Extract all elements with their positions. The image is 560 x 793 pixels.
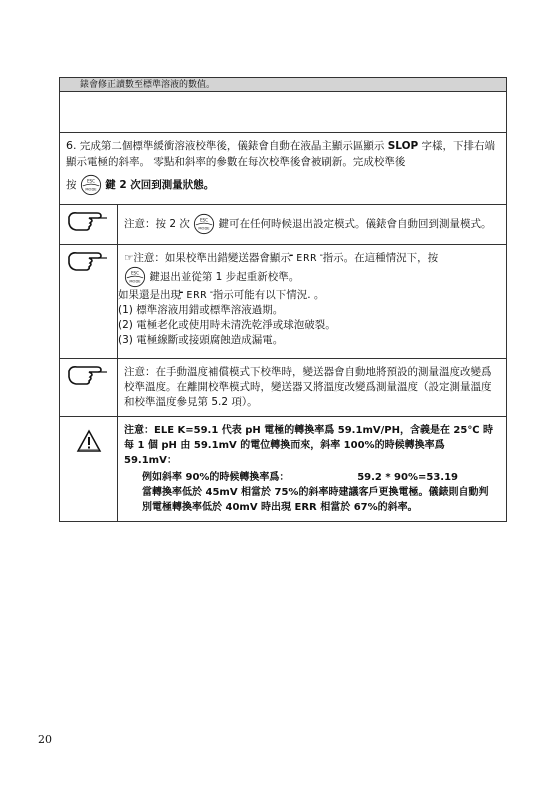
pointing-hand-icon [67, 209, 111, 231]
note-3-row [60, 359, 506, 417]
svg-text:MODE: MODE [198, 226, 210, 231]
step-6-row [60, 133, 506, 205]
note-4-example [124, 470, 498, 485]
err-indicator: - ERR - [294, 251, 319, 266]
step-6-press-line [66, 174, 498, 196]
note-2-line-3-b: 指示可能有以下情況. 。 [212, 289, 325, 301]
note-2-line-1-a: ☞注意：如果校準出錯變送器會顯示 [124, 252, 291, 264]
example-label: 例如斜率 90%的時候轉換率爲： [142, 472, 290, 483]
note-1-prefix: 注意：按 2 次 [124, 218, 190, 230]
pointing-hand-icon [67, 363, 111, 385]
note-2-row [60, 245, 506, 359]
svg-text:ESC: ESC [86, 178, 95, 184]
pointing-hand-icon [67, 249, 111, 271]
note-2-line-3 [118, 288, 498, 303]
step-6-text-2: 字樣，下排右端顯示電極的斜率。 零點和斜率的參數在每次校準後會被刷新。完成校準後 [66, 140, 496, 168]
note-1-icon-cell [60, 205, 118, 244]
slop-label: SLOP [387, 140, 419, 152]
note-4-text-cell [118, 417, 506, 521]
step-6-text: 完成第二個標準緩衝溶液校準後，儀錶會自動在液晶主顯示區顯示 [79, 140, 388, 152]
note-3-text-cell: 注意：在手動溫度補償模式下校準時，變送器會自動地將預設的測量溫度改變爲校準溫度。在離開校準模式時，變送器又將溫度改變爲測量溫度（設定測量溫度和校準溫度參見第 5.2 項）。 [124, 366, 492, 408]
esc-mode-key-icon [80, 174, 102, 196]
svg-text:MODE: MODE [85, 187, 97, 192]
page-number: 20 [38, 733, 52, 746]
esc-mode-key-icon [124, 266, 146, 288]
note-2-item-2: (2) 電極老化或使用時未清洗乾淨或球泡破裂。 [118, 319, 336, 331]
svg-text:MODE: MODE [129, 279, 141, 284]
warning-triangle-icon [76, 429, 102, 453]
press-label: 按 [66, 179, 77, 191]
note-2-line-2-text: 鍵退出並從第 1 步起重新校準。 [149, 271, 300, 283]
err-indicator: - ERR - [184, 288, 209, 303]
note-1-row [60, 205, 506, 245]
example-calc: 59.2 * 90%=53.19 [357, 472, 458, 483]
note-2-line-3-a: 如果還是出現 [118, 289, 181, 301]
note-4-tail: 當轉換率低於 45mV 相當於 75%的斜率時建議客戶更換電極。儀錶則自動判別電極轉換率低於 40mV 時出現 ERR 相當於 67%的斜率。 [142, 487, 489, 513]
header-text: 錶會修正讀數至標準溶液的數值。 [80, 80, 216, 90]
note-4-row [60, 417, 506, 521]
table-header-row [60, 78, 506, 92]
note-2-item-3: (3) 電極線斷或接頭腐蝕造成漏電。 [118, 334, 284, 346]
svg-text:ESC: ESC [130, 270, 140, 276]
note-1-suffix: 鍵可在任何時候退出設定模式。儀錶會自動回到測量模式。 [218, 218, 492, 230]
note-2-icon-cell [60, 245, 118, 358]
key-action-text: 鍵 2 次回到測量狀態。 [105, 179, 215, 191]
note-2-item-1: (1) 標準溶液用錯或標準溶液過期。 [118, 304, 284, 316]
esc-mode-key-icon [193, 213, 215, 235]
note-4-paragraph: 注意：ELE K=59.1 代表 pH 電極的轉換率爲 59.1mV/PH，含義是在 25℃ 時每 1 個 pH 由 59.1mV 的電位轉換而來，斜率 100%的時候轉換率爲 59.1mV： [124, 425, 493, 466]
empty-row [60, 92, 506, 133]
note-3-icon-cell [60, 359, 118, 416]
svg-text:ESC: ESC [200, 217, 209, 223]
note-4-icon-cell [60, 417, 118, 521]
calibration-table [59, 77, 507, 522]
step-number: 6. [66, 139, 77, 152]
note-2-text-cell [118, 245, 506, 358]
note-2-line-1 [124, 251, 498, 266]
note-1-text-cell [118, 205, 506, 244]
note-2-line-1-b: 指示。在這種情況下，按 [322, 252, 439, 264]
